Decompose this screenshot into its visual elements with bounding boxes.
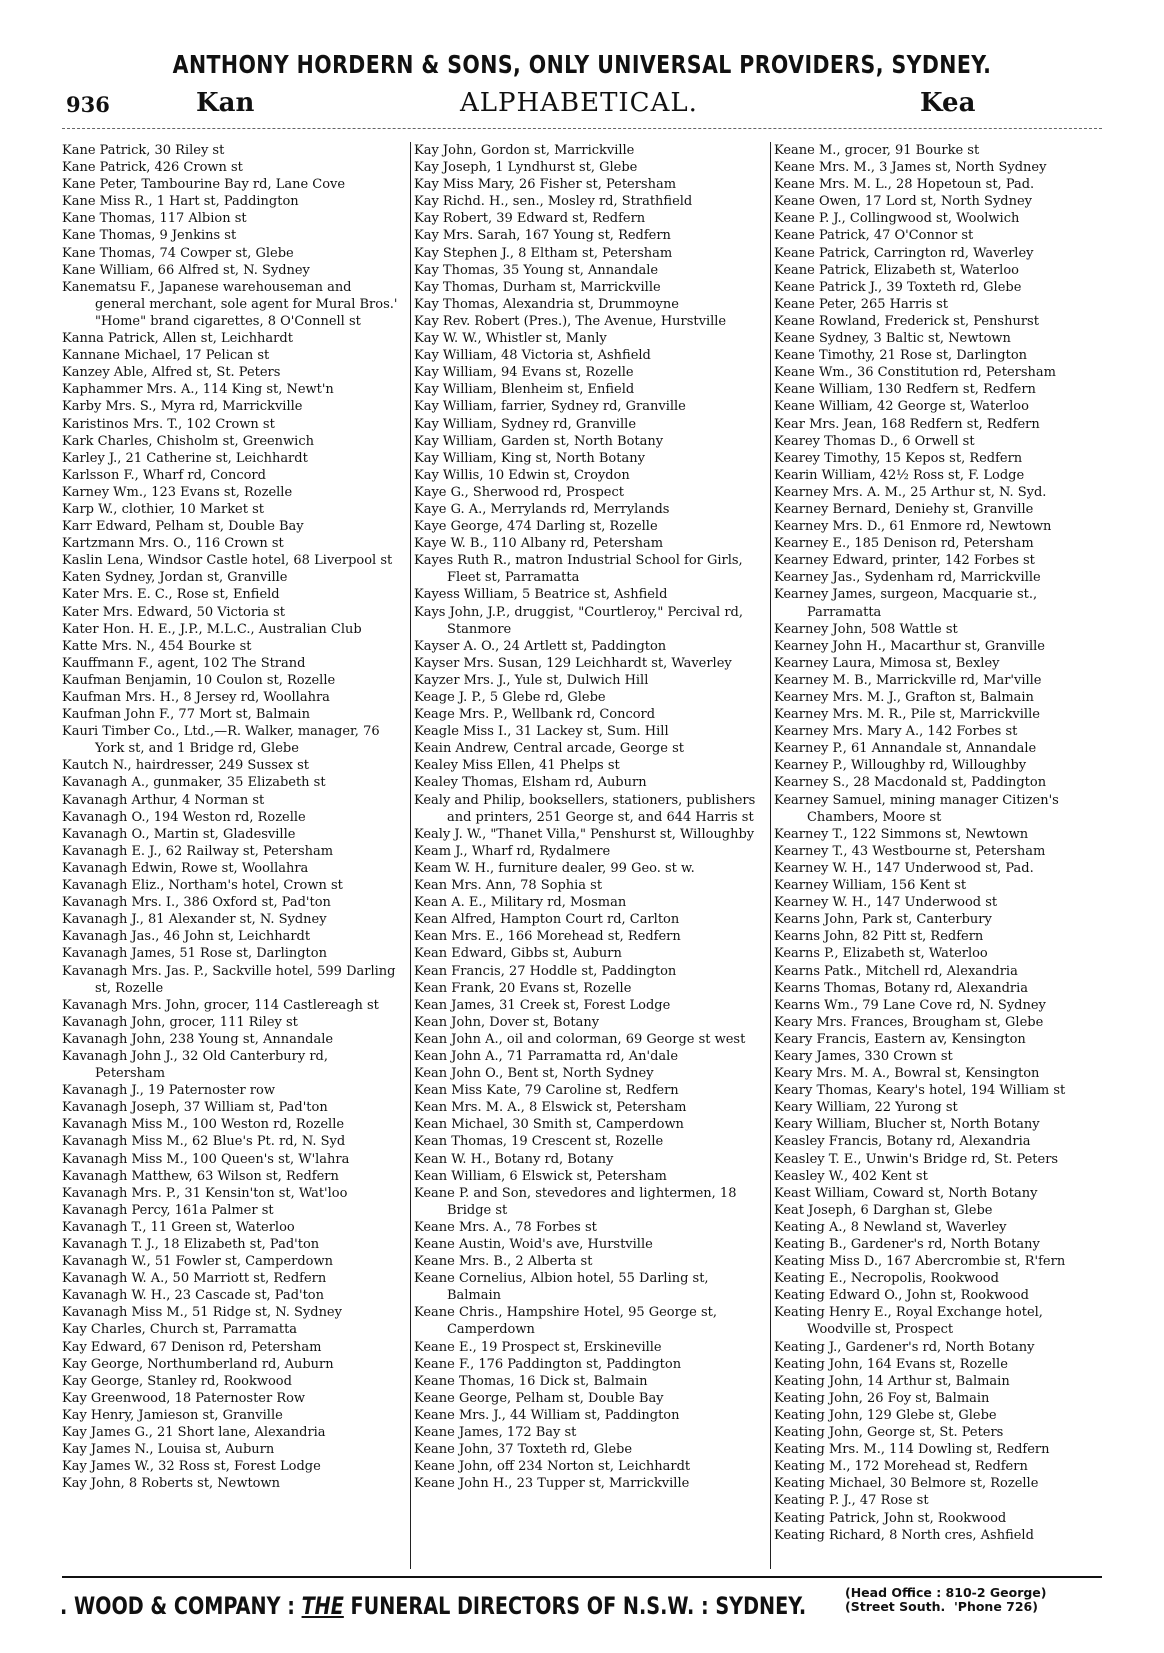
directory-entry: Kearney James, surgeon, Macquarie st., Parramatta (774, 587, 1038, 620)
directory-entry: Kay James G., 21 Short lane, Alexandria (62, 1425, 326, 1441)
directory-entry: Kay George, Northumberland rd, Auburn (62, 1356, 334, 1372)
directory-entry: Kearney John H., Macarthur st, Granville (774, 638, 1046, 654)
directory-entry: Keary Thomas, Keary's hotel, 194 William st (774, 1083, 1066, 1099)
directory-entry: Karley J., 21 Catherine st, Leichhardt (62, 450, 308, 466)
directory-entry: Kean Michael, 30 Smith st, Camperdown (414, 1117, 684, 1133)
directory-entry: Keane George, Pelham st, Double Bay (414, 1390, 664, 1406)
directory-entry: Kayser A. O., 24 Artlett st, Paddington (414, 638, 667, 654)
directory-entry: Keane James, 172 Bay st (414, 1425, 577, 1441)
directory-entry: Kavanagh Mrs. Jas. P., Sackville hotel, 599 Darling st, Rozelle (62, 963, 396, 996)
advertising-banner: ANTHONY HORDERN & SONS, ONLY UNIVERSAL PROVIDERS, SYDNEY. (172, 50, 992, 79)
directory-entry: Kay Stephen J., 8 Eltham st, Petersham (414, 245, 673, 261)
directory-entry: Kearns John, 82 Pitt st, Redfern (774, 929, 984, 945)
directory-entry: Keane Patrick, 47 O'Connor st (774, 228, 974, 244)
directory-entry: Karlsson F., Wharf rd, Concord (62, 467, 266, 483)
directory-entry: Keane Mrs. M. L., 28 Hopetoun st, Pad. (774, 177, 1035, 193)
directory-entry: Kavanagh Mrs. John, grocer, 114 Castlereagh st (62, 997, 379, 1013)
directory-entry: Keating M., 172 Morehead st, Redfern (774, 1459, 1028, 1475)
directory-entry: Keane Rowland, Frederick st, Penshurst (774, 313, 1039, 329)
directory-entry: Kater Hon. H. E., J.P., M.L.C., Australian Club (62, 621, 362, 637)
directory-entry: Kay Mrs. Sarah, 167 Young st, Redfern (414, 228, 671, 244)
directory-entry: Kearney Mrs. Mary A., 142 Forbes st (774, 724, 1018, 740)
directory-entry: Keating John, 26 Foy st, Balmain (774, 1390, 990, 1406)
directory-entry: Keating Patrick, John st, Rookwood (774, 1510, 1007, 1526)
directory-entry: Keane P. J., Collingwood st, Woolwich (774, 211, 1020, 227)
directory-entry: Keary Mrs. M. A., Bowral st, Kensington (774, 1066, 1040, 1082)
directory-entry: Kavanagh Jas., 46 John st, Leichhardt (62, 929, 311, 945)
directory-entry: Kearney W. H., 147 Underwood st, Pad. (774, 860, 1034, 876)
directory-entry: Kays John, J.P., druggist, "Courtleroy," Percival rd, Stanmore (414, 604, 743, 637)
directory-entry: Kean Thomas, 19 Crescent st, Rozelle (414, 1134, 664, 1150)
directory-entry: Kearns Wm., 79 Lane Cove rd, N. Sydney (774, 997, 1046, 1013)
directory-entry: Kay Greenwood, 18 Paternoster Row (62, 1390, 306, 1406)
directory-entry: Kearney Mrs. D., 61 Enmore rd, Newtown (774, 519, 1052, 535)
directory-entry: Kay Henry, Jamieson st, Granville (62, 1407, 283, 1423)
directory-entry: Kavanagh Miss M., 62 Blue's Pt. rd, N. Syd (62, 1134, 346, 1150)
directory-entry: Kavanagh Miss M., 100 Queen's st, W'lahra (62, 1151, 350, 1167)
directory-entry: Kean Mrs. Ann, 78 Sophia st (414, 878, 603, 894)
directory-entry: Kavanagh J., 19 Paternoster row (62, 1083, 275, 1099)
directory-entry: Kay William, Blenheim st, Enfield (414, 382, 635, 398)
directory-entry: Kanna Patrick, Allen st, Leichhardt (62, 331, 293, 347)
directory-entry: Karr Edward, Pelham st, Double Bay (62, 519, 304, 535)
directory-entry: Kayser Mrs. Susan, 129 Leichhardt st, Waverley (414, 655, 732, 671)
directory-entry: Kean James, 31 Creek st, Forest Lodge (414, 997, 671, 1013)
directory-entry: Kay Thomas, 35 Young st, Annandale (414, 262, 659, 278)
directory-entry: Kearney Samuel, mining manager Citizen's Chambers, Moore st (774, 792, 1059, 825)
directory-entry: Kearney S., 28 Macdonald st, Paddington (774, 775, 1047, 791)
directory-entry: Kean Mrs. M. A., 8 Elswick st, Petersham (414, 1100, 687, 1116)
directory-entry: Keane Owen, 17 Lord st, North Sydney (774, 194, 1032, 210)
directory-entry: Kearney Jas., Sydenham rd, Marrickville (774, 570, 1041, 586)
directory-entry: Kaye G. A., Merrylands rd, Merrylands (414, 501, 670, 517)
right-catchword: Kea (920, 88, 976, 118)
directory-entry: Kavanagh John J., 32 Old Canterbury rd, Petersham (62, 1048, 329, 1082)
directory-entry: Kavanagh Edwin, Rowe st, Woollahra (62, 860, 309, 876)
directory-entry: Kane Thomas, 117 Albion st (62, 211, 247, 227)
directory-entry: Kavanagh Mrs. P., 31 Kensin'ton st, Wat'loo (62, 1185, 348, 1201)
directory-entry: Keane Sydney, 3 Baltic st, Newtown (774, 331, 1011, 347)
directory-entry: Kealy and Philip, booksellers, stationers, publishers and printers, 251 George st, and 644 Harris st (414, 792, 756, 825)
directory-entry: Kater Mrs. E. C., Rose st, Enfield (62, 587, 280, 603)
directory-entry: Kavanagh Miss M., 51 Ridge st, N. Sydney (62, 1305, 342, 1321)
page-title: ALPHABETICAL. (460, 88, 698, 118)
directory-entry: Keary William, 22 Yurong st (774, 1100, 958, 1116)
directory-entry: Keagle Miss I., 31 Lackey st, Sum. Hill (414, 724, 669, 740)
directory-entry: Kater Mrs. Edward, 50 Victoria st (62, 604, 285, 620)
directory-entry: Kay Edward, 67 Denison rd, Petersham (62, 1339, 322, 1355)
directory-entry: Kavanagh Matthew, 63 Wilson st, Redfern (62, 1168, 339, 1184)
directory-entry: Keam W. H., furniture dealer, 99 Geo. st w. (414, 860, 695, 876)
directory-entry: Kavanagh W. H., 23 Cascade st, Pad'ton (62, 1288, 324, 1304)
directory-entry: Kark Charles, Chisholm st, Greenwich (62, 433, 314, 449)
directory-entry: Kavanagh J., 81 Alexander st, N. Sydney (62, 912, 327, 928)
directory-entry: Kean Miss Kate, 79 Caroline st, Redfern (414, 1083, 679, 1099)
directory-entry: Kay Charles, Church st, Parramatta (62, 1322, 298, 1338)
directory-entry: Keane Cornelius, Albion hotel, 55 Darling st, Balmain (414, 1271, 709, 1304)
directory-entry: Kavanagh E. J., 62 Railway st, Petersham (62, 843, 334, 859)
column-divider (770, 142, 771, 1569)
directory-entry: Karp W., clothier, 10 Market st (62, 501, 264, 517)
directory-entry: Kane Thomas, 9 Jenkins st (62, 228, 237, 244)
directory-entry: Kay William, Sydney rd, Granville (414, 416, 637, 432)
directory-entry: Kavanagh James, 51 Rose st, Darlington (62, 946, 327, 962)
directory-entry: Kearney T., 43 Westbourne st, Petersham (774, 843, 1046, 859)
directory-entry: Kay Richd. H., sen., Mosley rd, Strathfield (414, 194, 693, 210)
directory-entry: Kay Robert, 39 Edward st, Redfern (414, 211, 646, 227)
footer-advert-prefix: . WOOD & COMPANY : (60, 1592, 302, 1620)
directory-entry: Kearney William, 156 Kent st (774, 878, 967, 894)
directory-entry: Kean John O., Bent st, North Sydney (414, 1066, 654, 1082)
directory-entry: Keasley T. E., Unwin's Bridge rd, St. Peters (774, 1151, 1059, 1167)
directory-entry: Kay William, 48 Victoria st, Ashfield (414, 348, 651, 364)
directory-entry: Kaphammer Mrs. A., 114 King st, Newt'n (62, 382, 334, 398)
directory-entry: Kean John A., 71 Parramatta rd, An'dale (414, 1048, 679, 1064)
directory-entry: Kaslin Lena, Windsor Castle hotel, 68 Liverpool st (62, 553, 393, 569)
directory-entry: Kavanagh Miss M., 100 Weston rd, Rozelle (62, 1117, 345, 1133)
directory-entry: Keating Mrs. M., 114 Dowling st, Redfern (774, 1442, 1050, 1458)
directory-entry: Kartzmann Mrs. O., 116 Crown st (62, 536, 284, 552)
directory-entry: Kay George, Stanley rd, Rookwood (62, 1373, 292, 1389)
directory-entry: Keat Joseph, 6 Darghan st, Glebe (774, 1202, 993, 1218)
directory-entry: Keane Timothy, 21 Rose st, Darlington (774, 348, 1028, 364)
directory-entry: Keary William, Blucher st, North Botany (774, 1117, 1040, 1133)
directory-entry: Kealy J. W., "Thanet Villa," Penshurst st, Willoughby (414, 826, 755, 842)
directory-entry: Kauffmann F., agent, 102 The Strand (62, 655, 306, 671)
directory-entry: Katen Sydney, Jordan st, Granville (62, 570, 288, 586)
directory-entry: Kavanagh W., 51 Fowler st, Camperdown (62, 1254, 333, 1270)
directory-entry: Keary Francis, Eastern av, Kensington (774, 1031, 1026, 1047)
directory-entry: Keasley Francis, Botany rd, Alexandria (774, 1134, 1031, 1150)
directory-entry: Kane Miss R., 1 Hart st, Paddington (62, 194, 299, 210)
directory-entry: Keating P. J., 47 Rose st (774, 1493, 929, 1509)
directory-entry: Kay Thomas, Alexandria st, Drummoyne (414, 296, 679, 312)
directory-entry: Keane John, 37 Toxteth rd, Glebe (414, 1442, 633, 1458)
directory-entry: Kean Alfred, Hampton Court rd, Carlton (414, 912, 680, 928)
directory-entry: Keage J. P., 5 Glebe rd, Glebe (414, 690, 606, 705)
directory-entry: Kaufman John F., 77 Mort st, Balmain (62, 707, 310, 723)
directory-entry: Kay James W., 32 Ross st, Forest Lodge (62, 1459, 321, 1475)
directory-entry: Kavanagh Percy, 161a Palmer st (62, 1202, 274, 1218)
directory-entry: Kavanagh Mrs. I., 386 Oxford st, Pad'ton (62, 895, 331, 911)
directory-entry: Kean A. E., Military rd, Mosman (414, 895, 627, 911)
directory-entry: Kearney Bernard, Deniehy st, Granville (774, 501, 1034, 517)
directory-entry: Kearney T., 122 Simmons st, Newtown (774, 826, 1029, 842)
directory-entry: Kay Joseph, 1 Lyndhurst st, Glebe (414, 160, 638, 176)
directory-entry: Kanematsu F., Japanese warehouseman and general merchant, sole agent for Mural Bros.' "Home" brand cigarettes, 8 O'Connell st (62, 279, 398, 329)
directory-entry: Kaufman Mrs. H., 8 Jersey rd, Woollahra (62, 690, 330, 705)
directory-entry: Kane Patrick, 426 Crown st (62, 160, 243, 176)
directory-entry: Kearney P., Willoughby rd, Willoughby (774, 758, 1027, 774)
directory-entry: Keating B., Gardener's rd, North Botany (774, 1237, 1040, 1252)
footer-head-office: (Head Office : 810-2 George) (Street South. 'Phone 726) (845, 1585, 1047, 1614)
directory-entry: Keasley W., 402 Kent st (774, 1168, 928, 1184)
directory-entry: Karney Wm., 123 Evans st, Rozelle (62, 484, 293, 500)
directory-entry: Kane Patrick, 30 Riley st (62, 143, 225, 158)
directory-entry: Kanzey Able, Alfred st, St. Peters (62, 365, 281, 381)
directory-entry: Kane William, 66 Alfred st, N. Sydney (62, 262, 310, 278)
directory-entry: Kayzer Mrs. J., Yule st, Dulwich Hill (414, 672, 649, 688)
directory-entry: Kean Edward, Gibbs st, Auburn (414, 946, 622, 962)
directory-entry: Keating Michael, 30 Belmore st, Rozelle (774, 1476, 1039, 1492)
directory-entry: Kearney M. B., Marrickville rd, Mar'ville (774, 672, 1042, 688)
directory-entry: Kavanagh John, 238 Young st, Annandale (62, 1031, 334, 1047)
directory-entry: Keane M., grocer, 91 Bourke st (774, 143, 980, 158)
directory-entry: Keane Chris., Hampshire Hotel, 95 George st, Camperdown (414, 1305, 717, 1338)
directory-entry: Kean John, Dover st, Botany (414, 1014, 600, 1030)
directory-entry: Kavanagh Arthur, 4 Norman st (62, 792, 265, 808)
directory-entry: Kannane Michael, 17 Pelican st (62, 348, 270, 364)
directory-entry: Keane John, off 234 Norton st, Leichhardt (414, 1459, 691, 1475)
footer-rule (62, 1576, 1102, 1578)
directory-entry: Keain Andrew, Central arcade, George st (414, 741, 685, 757)
directory-entry: Kavanagh W. A., 50 Marriott st, Redfern (62, 1271, 327, 1287)
directory-entry: Kay William, King st, North Botany (414, 450, 645, 466)
directory-entry: Kearney John, 508 Wattle st (774, 621, 958, 637)
directory-entry: Keating Miss D., 167 Abercrombie st, R'fern (774, 1254, 1066, 1270)
column-divider (410, 142, 411, 1569)
directory-column-2 (414, 142, 768, 1569)
directory-entry: Kay James N., Louisa st, Auburn (62, 1442, 275, 1458)
directory-entry: Kaye George, 474 Darling st, Rozelle (414, 519, 658, 535)
directory-entry: Keane Thomas, 16 Dick st, Balmain (414, 1373, 648, 1389)
directory-entry: Kaufman Benjamin, 10 Coulon st, Rozelle (62, 672, 336, 688)
directory-entry: Kavanagh Joseph, 37 William st, Pad'ton (62, 1100, 328, 1116)
directory-entry: Kavanagh A., gunmaker, 35 Elizabeth st (62, 775, 326, 791)
directory-column-3 (774, 142, 1108, 1569)
page-number: 936 (66, 92, 110, 117)
directory-entry: Kay John, Gordon st, Marrickville (414, 143, 635, 158)
directory-entry: Keane Wm., 36 Constitution rd, Petersham (774, 365, 1056, 381)
footer-advert-suffix: FUNERAL DIRECTORS OF N.S.W. : SYDNEY. (343, 1592, 807, 1620)
directory-entry: Kean William, 6 Elswick st, Petersham (414, 1168, 667, 1184)
directory-entry: Keane Peter, 265 Harris st (774, 296, 949, 312)
directory-entry: Keating J., Gardener's rd, North Botany (774, 1339, 1035, 1355)
directory-entry: Karby Mrs. S., Myra rd, Marrickville (62, 399, 303, 415)
directory-entry: Keage Mrs. P., Wellbank rd, Concord (414, 707, 656, 723)
directory-entry: Keane Mrs. B., 2 Alberta st (414, 1254, 593, 1270)
advertising-footer (60, 1584, 1110, 1634)
directory-entry: Keary James, 330 Crown st (774, 1048, 953, 1064)
directory-entry: Kearns John, Park st, Canterbury (774, 912, 992, 928)
directory-entry: Kay William, Garden st, North Botany (414, 433, 664, 449)
directory-entry: Kavanagh O., Martin st, Gladesville (62, 826, 296, 842)
directory-entry: Keating Richard, 8 North cres, Ashfield (774, 1527, 1034, 1543)
directory-entry: Keating John, 164 Evans st, Rozelle (774, 1356, 1008, 1372)
directory-entry: Keane William, 42 George st, Waterloo (774, 399, 1029, 415)
directory-entry: Keating John, 129 Glebe st, Glebe (774, 1407, 997, 1423)
directory-entry: Keating Edward O., John st, Rookwood (774, 1288, 1029, 1304)
directory-entry: Kearns Thomas, Botany rd, Alexandria (774, 980, 1029, 996)
directory-entry: Kearney P., 61 Annandale st, Annandale (774, 741, 1037, 757)
directory-entry: Kay William, 94 Evans st, Rozelle (414, 365, 634, 381)
directory-entry: Keating A., 8 Newland st, Waverley (774, 1219, 1007, 1235)
directory-entry: Keane Mrs. M., 3 James st, North Sydney (774, 160, 1047, 176)
directory-entry: Kavanagh T. J., 18 Elizabeth st, Pad'ton (62, 1237, 320, 1252)
left-catchword: Kan (196, 88, 255, 118)
directory-entry: Keating Henry E., Royal Exchange hotel, Woodville st, Prospect (774, 1305, 1043, 1338)
directory-entry: Keane P. and Son, stevedores and lightermen, 18 Bridge st (414, 1185, 737, 1218)
directory-entry: Keam J., Wharf rd, Rydalmere (414, 843, 611, 859)
directory-entry: Kay W. W., Whistler st, Manly (414, 331, 607, 347)
directory-entry: Kearney Mrs. M. J., Grafton st, Balmain (774, 690, 1034, 705)
directory-entry: Keane E., 19 Prospect st, Erskineville (414, 1339, 662, 1355)
directory-entry: Keating E., Necropolis, Rookwood (774, 1271, 999, 1287)
directory-entry: Kearns Patk., Mitchell rd, Alexandria (774, 963, 1018, 979)
directory-columns (62, 142, 1108, 1569)
directory-entry: Kean Mrs. E., 166 Morehead st, Redfern (414, 929, 681, 945)
directory-entry: Kavanagh O., 194 Weston rd, Rozelle (62, 809, 306, 825)
directory-entry: Kearney Mrs. A. M., 25 Arthur st, N. Syd. (774, 484, 1047, 500)
directory-entry: Katte Mrs. N., 454 Bourke st (62, 638, 252, 654)
directory-entry: Kavanagh John, grocer, 111 Riley st (62, 1014, 298, 1030)
directory-entry: Keary Mrs. Frances, Brougham st, Glebe (774, 1014, 1044, 1030)
directory-entry: Keane Patrick, Carrington rd, Waverley (774, 245, 1034, 261)
footer-advert (60, 1592, 806, 1620)
directory-entry: Kearney Mrs. M. R., Pile st, Marrickville (774, 707, 1040, 723)
directory-entry: Kean John A., oil and colorman, 69 George st west (414, 1031, 746, 1047)
directory-entry: Kay Miss Mary, 26 Fisher st, Petersham (414, 177, 677, 193)
directory-entry: Keane Mrs. A., 78 Forbes st (414, 1219, 597, 1235)
directory-entry: Keane Patrick, Elizabeth st, Waterloo (774, 262, 1019, 278)
directory-entry: Kaye G., Sherwood rd, Prospect (414, 484, 624, 500)
directory-entry: Kean Francis, 27 Hoddle st, Paddington (414, 963, 677, 979)
directory-entry: Kay John, 8 Roberts st, Newtown (62, 1476, 280, 1492)
directory-entry: Keane F., 176 Paddington st, Paddington (414, 1356, 682, 1372)
header-rule (62, 128, 1102, 129)
footer-advert-the: THE (301, 1592, 344, 1620)
directory-entry: Keane Austin, Woid's ave, Hurstville (414, 1237, 653, 1252)
directory-entry: Keane John H., 23 Tupper st, Marrickville (414, 1476, 690, 1492)
directory-entry: Kear Mrs. Jean, 168 Redfern st, Redfern (774, 416, 1040, 432)
directory-entry: Kane Thomas, 74 Cowper st, Glebe (62, 245, 294, 261)
directory-column-1 (62, 142, 408, 1569)
directory-entry: Kearney W. H., 147 Underwood st (774, 895, 998, 911)
directory-entry: Kean Frank, 20 Evans st, Rozelle (414, 980, 632, 996)
directory-entry: Kay Rev. Robert (Pres.), The Avenue, Hurstville (414, 313, 727, 329)
directory-entry: Kean W. H., Botany rd, Botany (414, 1151, 614, 1167)
directory-entry: Kayes Ruth R., matron Industrial School for Girls, Fleet st, Parramatta (414, 553, 743, 586)
directory-entry: Kavanagh T., 11 Green st, Waterloo (62, 1219, 295, 1235)
directory-entry: Kayess William, 5 Beatrice st, Ashfield (414, 587, 668, 603)
directory-entry: Kearney Edward, printer, 142 Forbes st (774, 553, 1035, 569)
directory-entry: Kauri Timber Co., Ltd.,—R. Walker, manager, 76 York st, and 1 Bridge rd, Glebe (62, 724, 380, 757)
directory-entry: Kearns P., Elizabeth st, Waterloo (774, 946, 988, 962)
directory-entry: Keating John, George st, St. Peters (774, 1425, 1004, 1441)
directory-entry: Kealey Thomas, Elsham rd, Auburn (414, 775, 647, 791)
directory-entry: Keane Patrick J., 39 Toxteth rd, Glebe (774, 279, 1022, 295)
directory-entry: Kavanagh Eliz., Northam's hotel, Crown st (62, 878, 343, 894)
directory-entry: Kearney E., 185 Denison rd, Petersham (774, 536, 1034, 552)
directory-entry: Kautch N., hairdresser, 249 Sussex st (62, 758, 310, 774)
directory-entry: Keane Mrs. J., 44 William st, Paddington (414, 1407, 680, 1423)
directory-entry: Kearin William, 42½ Ross st, F. Lodge (774, 467, 1025, 483)
page-header (0, 88, 1164, 126)
directory-entry: Kay Thomas, Durham st, Marrickville (414, 279, 661, 295)
directory-entry: Keating John, 14 Arthur st, Balmain (774, 1373, 1010, 1389)
directory-entry: Kay William, farrier, Sydney rd, Granville (414, 399, 686, 415)
directory-entry: Keane William, 130 Redfern st, Redfern (774, 382, 1036, 398)
directory-entry: Kealey Miss Ellen, 41 Phelps st (414, 758, 620, 774)
directory-entry: Karistinos Mrs. T., 102 Crown st (62, 416, 275, 432)
directory-entry: Kearey Timothy, 15 Kepos st, Redfern (774, 450, 1023, 466)
directory-entry: Keast William, Coward st, North Botany (774, 1185, 1038, 1201)
directory-entry: Kearey Thomas D., 6 Orwell st (774, 433, 975, 449)
directory-entry: Kearney Laura, Mimosa st, Bexley (774, 655, 1000, 671)
directory-entry: Kane Peter, Tambourine Bay rd, Lane Cove (62, 177, 346, 193)
directory-entry: Kay Willis, 10 Edwin st, Croydon (414, 467, 630, 483)
directory-entry: Kaye W. B., 110 Albany rd, Petersham (414, 536, 664, 552)
